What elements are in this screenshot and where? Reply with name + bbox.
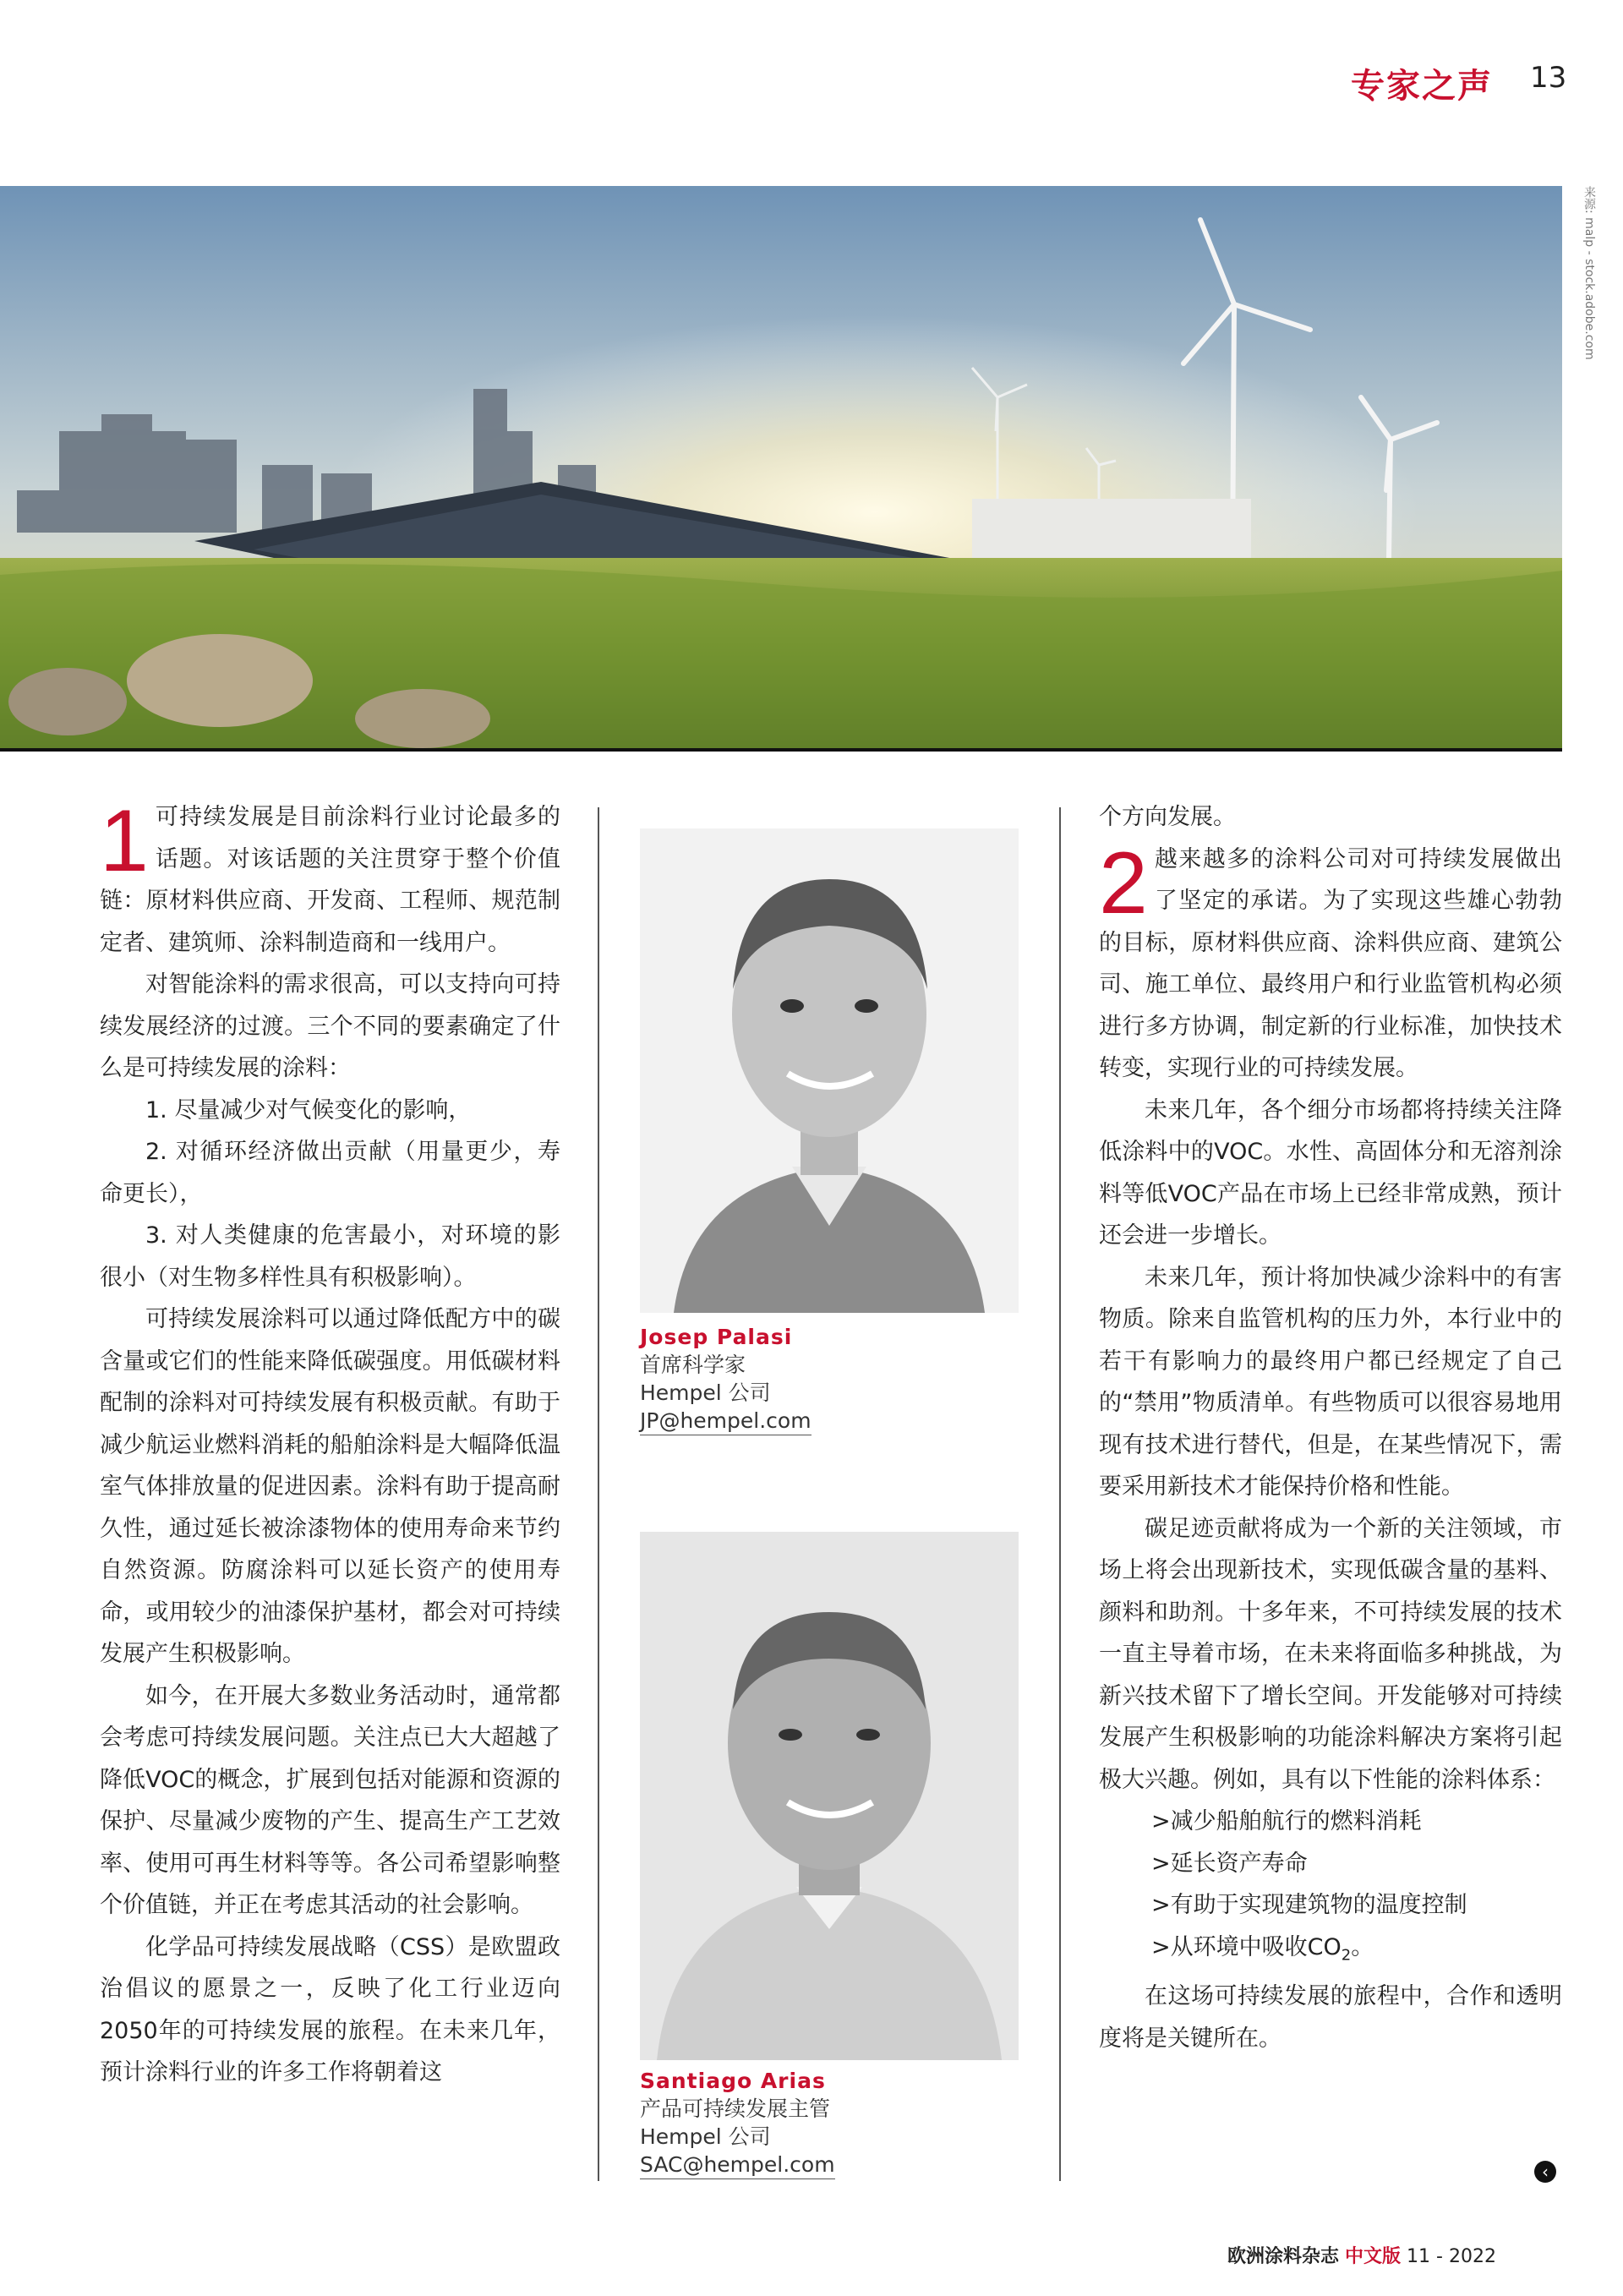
- list-item: 1. 尽量减少对气候变化的影响，: [145, 1096, 472, 1123]
- paragraph: 可持续发展涂料可以通过降低配方中的碳含量或它们的性能来降低碳强度。用低碳材料配制的涂料对可持续发展有积极贡献。有助于减少航运业燃料消耗的船舶涂料是大幅降低温室气体排放量的促进因素。涂料有助于提高耐久性，通过延长被涂漆物体的使用寿命来节约自然资源。防腐涂料可以延长资产的使用寿命，或用较少的油漆保护基材，都会对可持续发展产生积极影响。: [100, 1306, 560, 1667]
- expert-name: Santiago Arias: [640, 2069, 826, 2093]
- footer-date: 11 - 2022: [1407, 2246, 1496, 2267]
- left-column: [100, 792, 560, 2094]
- expert-title: 首席科学家: [640, 1353, 746, 1377]
- list-item: >延长资产寿命: [1151, 1850, 1308, 1877]
- list-item: >有助于实现建筑物的温度控制: [1151, 1892, 1467, 1918]
- page-number: 13: [1530, 61, 1567, 95]
- column-divider: [1059, 807, 1061, 2181]
- hero-image: [0, 186, 1562, 748]
- chevron-left-icon[interactable]: ‹: [1534, 2161, 1556, 2183]
- expert-photo-santiago: [640, 1532, 1019, 2060]
- dropcap-2: 2: [1099, 834, 1148, 932]
- expert-email-link[interactable]: JP@hempel.com: [640, 1407, 812, 1435]
- expert-caption-2: [640, 2067, 1020, 2179]
- hero-illustration: [0, 186, 1562, 748]
- list-item: 3. 对人类健康的危害最小，对环境的影很小（对生物多样性具有积极影响）。: [100, 1222, 560, 1291]
- list-item: 2. 对循环经济做出贡献（用量更少，寿命更长），: [100, 1139, 560, 1207]
- list-item-co2: >从环境中吸收$CO_2$。: [1151, 1933, 1374, 1964]
- paragraph-second-section: 2 越来越多的涂料公司对可持续发展做出了坚定的承诺。为了实现这些雄心勃勃的目标，原材料供应商、涂料供应商、建筑公司、施工单位、最终用户和行业监管机构必须进行多方协调，制定新的行业标准，加快技术转变，实现行业的可持续发展。: [1099, 834, 1562, 1081]
- footer-edition: 中文版: [1345, 2246, 1402, 2267]
- photo-credit: 来源: malp - stock.adobe.com: [1582, 186, 1596, 360]
- expert-company: Hempel 公司: [640, 2124, 771, 2149]
- expert-name: Josep Palasi: [640, 1325, 793, 1349]
- paragraph: 未来几年，预计将加快减少涂料中的有害物质。除来自监管机构的压力外，本行业中的若干有影响力的最终用户都已经规定了自己的“禁用”物质清单。有些物质可以很容易地用现有技术进行替代，但是，在某些情况下，需要采用新技术才能保持价格和性能。: [1099, 1264, 1562, 1500]
- list-item: >减少船舶航行的燃料消耗: [1151, 1808, 1422, 1834]
- paragraph: 化学品可持续发展战略（CSS）是欧盟政治倡议的愿景之一，反映了化工行业迈向2050年的可持续发展的旅程。在未来几年，预计涂料行业的许多工作将朝着这: [100, 1933, 560, 2086]
- right-column: [1099, 796, 1562, 2059]
- section-title: 专家之声: [1351, 67, 1493, 106]
- expert-title: 产品可持续发展主管: [640, 2096, 831, 2121]
- column-divider: [598, 807, 599, 2181]
- paragraph: 对智能涂料的需求很高，可以支持向可持续发展经济的过渡。三个不同的要素确定了什么是可持续发展的涂料：: [100, 971, 560, 1081]
- footer: [1227, 2242, 1496, 2268]
- hero-divider: [0, 748, 1562, 752]
- expert-email-link[interactable]: SAC@hempel.com: [640, 2151, 835, 2179]
- paragraph-continuation: 个方向发展。: [1099, 804, 1236, 830]
- expert-company: Hempel 公司: [640, 1380, 771, 1405]
- dropcap-1: 1: [100, 792, 149, 890]
- paragraph: 碳足迹贡献将成为一个新的关注领域，市场上将会出现新技术，实现低碳含量的基料、颜料和助剂。十多年来，不可持续发展的技术一直主导着市场，在未来将面临多种挑战，为新兴技术留下了增长空间。开发能够对可持续发展产生积极影响的功能涂料解决方案将引起极大兴趣。例如，具有以下性能的涂料体系：: [1099, 1515, 1562, 1793]
- portrait-illustration: [640, 828, 1019, 1313]
- expert-photo-josep: [640, 828, 1019, 1313]
- portrait-illustration: [640, 1532, 1019, 2060]
- paragraph: 如今，在开展大多数业务活动时，通常都会考虑可持续发展问题。关注点已大大超越了降低VOC的概念，扩展到包括对能源和资源的保护、尽量减少废物的产生、提高生产工艺效率、使用可再生材料等等。各公司希望影响整个价值链，并正在考虑其活动的社会影响。: [100, 1682, 560, 1918]
- paragraph-intro: 1 可持续发展是目前涂料行业讨论最多的话题。对该话题的关注贯穿于整个价值链：原材料供应商、开发商、工程师、规范制定者、建筑师、涂料制造商和一线用户。: [100, 792, 560, 956]
- paragraph-closing: 在这场可持续发展的旅程中，合作和透明度将是关键所在。: [1099, 1983, 1562, 2052]
- expert-caption-1: [640, 1323, 1020, 1435]
- paragraph: 未来几年，各个细分市场都将持续关注降低涂料中的VOC。水性、高固体分和无溶剂涂料等低VOC产品在市场上已经非常成熟，预计还会进一步增长。: [1099, 1096, 1562, 1249]
- footer-magazine: 欧洲涂料杂志: [1227, 2246, 1340, 2267]
